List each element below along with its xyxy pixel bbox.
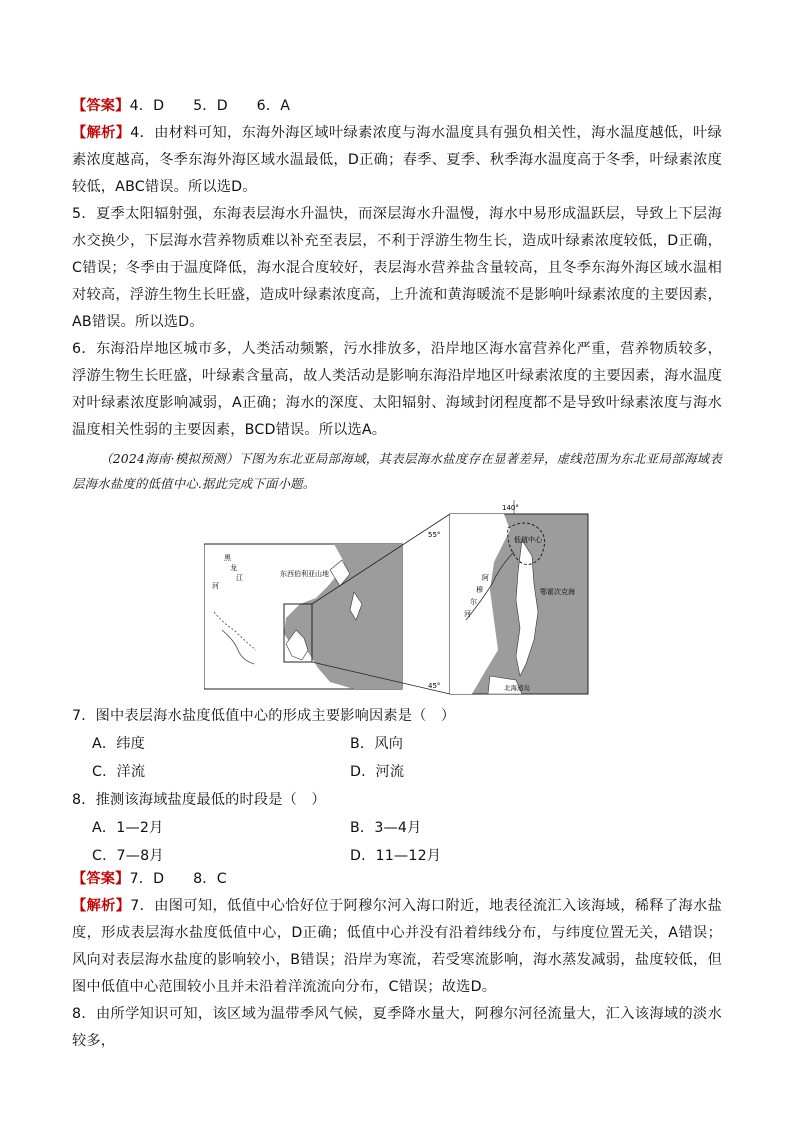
label-heilongjiang: 黑: [224, 554, 231, 562]
answer-text: 4．D 5．D 6．A: [129, 98, 291, 114]
label-low-center: 低值中心: [514, 536, 542, 544]
right-map: [428, 500, 588, 694]
q8-option-a[interactable]: A．1—2月: [92, 820, 164, 836]
q8-option-b[interactable]: B．3—4月: [350, 820, 422, 836]
analysis-q7: 7．由图可知，低值中心恰好位于阿穆尔河入海口附近，地表径流汇入该海域，稀释了海水盐度，形成表层海水盐度低值中心，D正确；低值中心并没有沿着纬线分布，与纬度位置无关，A错误；风向对表层海水盐度的影响较小，B错误；沿岸为寒流，若受寒流影响，海水蒸发减弱，盐度较低，但图中低值中心范围较小且并未沿着洋流流向分布，C错误；故选D。: [72, 898, 722, 995]
label-lon-140: 140°: [502, 504, 519, 512]
label-siberia: 东西伯利亚山地: [280, 570, 329, 578]
question-7: [72, 702, 722, 786]
q7-option-c[interactable]: C．洋流: [92, 764, 146, 780]
answer-block-2: [72, 866, 722, 893]
analysis-q6: 6．东海沿岸地区城市多，人类活动频繁，污水排放多，沿岸地区海水富营养化严重，营养物质较多，浮游生物生长旺盛，叶绿素含量高，故人类活动是影响东海沿岸地区叶绿素浓度的主要因素，海水温度对叶绿素浓度影响减弱，A正确；海水的深度、太阳辐射、海域封闭程度都不是导致叶绿素浓度与海水温度相关性弱的主要因素，BCD错误。所以选A。: [72, 341, 722, 438]
q8-stem: 8．推测该海域盐度最低的时段是（ ）: [72, 792, 326, 808]
label-lat-55: 55°: [428, 531, 441, 539]
q7-option-b[interactable]: B．风向: [350, 736, 404, 752]
map-figure: [204, 500, 590, 696]
q7-stem: 7．图中表层海水盐度低值中心的形成主要影响因素是（ ）: [72, 708, 456, 724]
label-amur-4: 河: [464, 610, 471, 618]
q8-option-c[interactable]: C．7—8月: [92, 848, 164, 864]
label-long: 龙: [230, 564, 237, 572]
analysis-tag-2: 【解析】: [72, 898, 131, 914]
analysis-q5: 5．夏季太阳辐射强，东海表层海水升温快，而深层海水升温慢，海水中易形成温跃层，导致上下层海水交换少，下层海水营养物质难以补充至表层，不利于浮游生物生长，造成叶绿素浓度较低，D正确，C错误；冬季由于温度降低，海水混合度较好，表层海水营养盐含量较高，且冬季东海外海区域水温相对较高，浮游生物生长旺盛，造成叶绿素浓度高，上升流和黄海暖流不是影响叶绿素浓度的主要因素，AB错误。所以选D。: [72, 206, 722, 330]
analysis-block-2: [72, 893, 722, 1055]
label-amur-3: 尔: [470, 598, 477, 606]
analysis-q4: 4．由材料可知，东海外海区域叶绿素浓度与海水温度具有强负相关性，海水温度越低，叶绿素浓度越高，冬季东海外海区域水温最低，D正确；春季、夏季、秋季海水温度高于冬季，叶绿素浓度较低，ABC错误。所以选D。: [72, 125, 722, 195]
analysis-q8: 8．由所学知识可知，该区域为温带季风气候，夏季降水量大，阿穆尔河径流量大，汇入该海域的淡水较多，: [72, 1006, 722, 1049]
label-he: 河: [212, 582, 219, 590]
label-lat-45: 45°: [428, 682, 441, 690]
label-amur-2: 穆: [476, 586, 483, 594]
q8-option-d[interactable]: D．11—12月: [350, 848, 442, 864]
left-map: [204, 544, 402, 689]
question-8: [72, 786, 722, 870]
label-amur-1: 阿: [482, 574, 489, 582]
q7-option-d[interactable]: D．河流: [350, 764, 405, 780]
q7-option-a[interactable]: A．纬度: [92, 736, 146, 752]
question-intro: （2024海南·模拟预测）下图为东北亚局部海域，其表层海水盐度存在显著差异，虚线范围为东北亚局部海域表层海水盐度的低值中心.据此完成下面小题。: [72, 451, 722, 491]
answer-tag-2: 【答案】: [72, 871, 130, 887]
analysis-tag: 【解析】: [72, 125, 131, 141]
analysis-block-1: [72, 120, 722, 444]
label-jiang: 江: [236, 574, 243, 582]
label-okhotsk: 鄂霍次克海: [540, 588, 575, 596]
answer-tag: 【答案】: [72, 98, 130, 114]
answer-text-2: 7．D 8．C: [129, 871, 227, 887]
answer-block-1: [72, 93, 722, 120]
label-hokkaido: 北海道岛: [504, 684, 530, 692]
